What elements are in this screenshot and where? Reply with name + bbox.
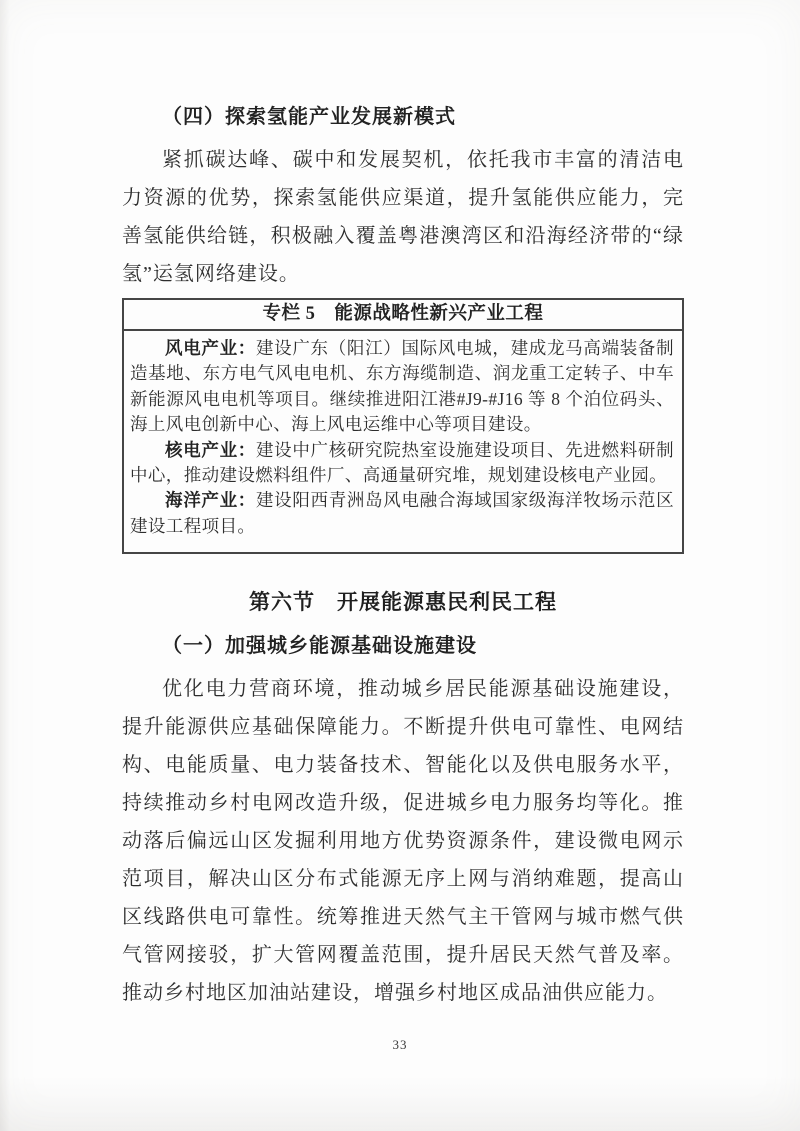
special-column-box: [122, 298, 684, 554]
wind-power-lead: 风电产业：: [165, 338, 256, 358]
special-column-body: [124, 331, 682, 552]
special-column-title: 专栏 5 能源战略性新兴产业工程: [124, 300, 682, 331]
ocean-industry-lead: 海洋产业：: [165, 490, 256, 511]
subsection-one-heading: （一）加强城乡能源基础设施建设: [162, 635, 477, 658]
wind-power-item: [130, 336, 674, 438]
hydrogen-section-heading: （四）探索氢能产业发展新模式: [162, 106, 456, 128]
ocean-industry-text: 建设阳西青洲岛风电融合海域国家级海洋牧场示范区建设工程项目。: [130, 490, 675, 536]
nuclear-power-text: 建设中广核研究院热室设施建设项目、先进燃料研制中心，推动建设燃料组件厂、高通量研究堆，规划建设核电产业园。: [130, 439, 675, 486]
nuclear-power-lead: 核电产业：: [165, 439, 256, 460]
page-number: 33: [392, 1037, 408, 1052]
subsection-one-paragraph: 优化电力营商环境，推动城乡居民能源基础设施建设，提升能源供应基础保障能力。不断提升供电可靠性、电网结构、电能质量、电力装备技术、智能化以及供电服务水平，持续推动乡村电网改造升级，促进城乡电力服务均等化。推动落后偏远山区发掘利用地方优势资源条件，建设微电网示范项目，解决山区分布式能源无序上网与消纳难题，提高山区线路供电可靠性。统筹推进天然气主干管网与城市燃气供气管网接驳，扩大管网覆盖范围，提升居民天然气普及率。推动乡村地区加油站建设，增强乡村地区成品油供应能力。: [122, 678, 684, 1005]
wind-power-text: 建设广东（阳江）国际风电城，建成龙马高端装备制造基地、东方电气风电电机、东方海缆制造、润龙重工定转子、中车新能源风电电机等项目。继续推进阳江港#J9-#J16 等 8 个泊位码头、海上风电创新中心、海上风电运维中心等项目建设。: [130, 338, 675, 435]
hydrogen-section-paragraph: 紧抓碳达峰、碳中和发展契机，依托我市丰富的清洁电力资源的优势，探索氢能供应渠道，提升氢能供应能力，完善氢能供给链，积极融入覆盖粤港澳湾区和沿海经济带的“绿氢”运氢网络建设。: [122, 149, 684, 285]
content-area: [122, 102, 684, 1012]
ocean-industry-item: [130, 488, 674, 539]
nuclear-power-item: [130, 438, 674, 489]
section-six-heading: 第六节 开展能源惠民利民工程: [249, 590, 557, 615]
